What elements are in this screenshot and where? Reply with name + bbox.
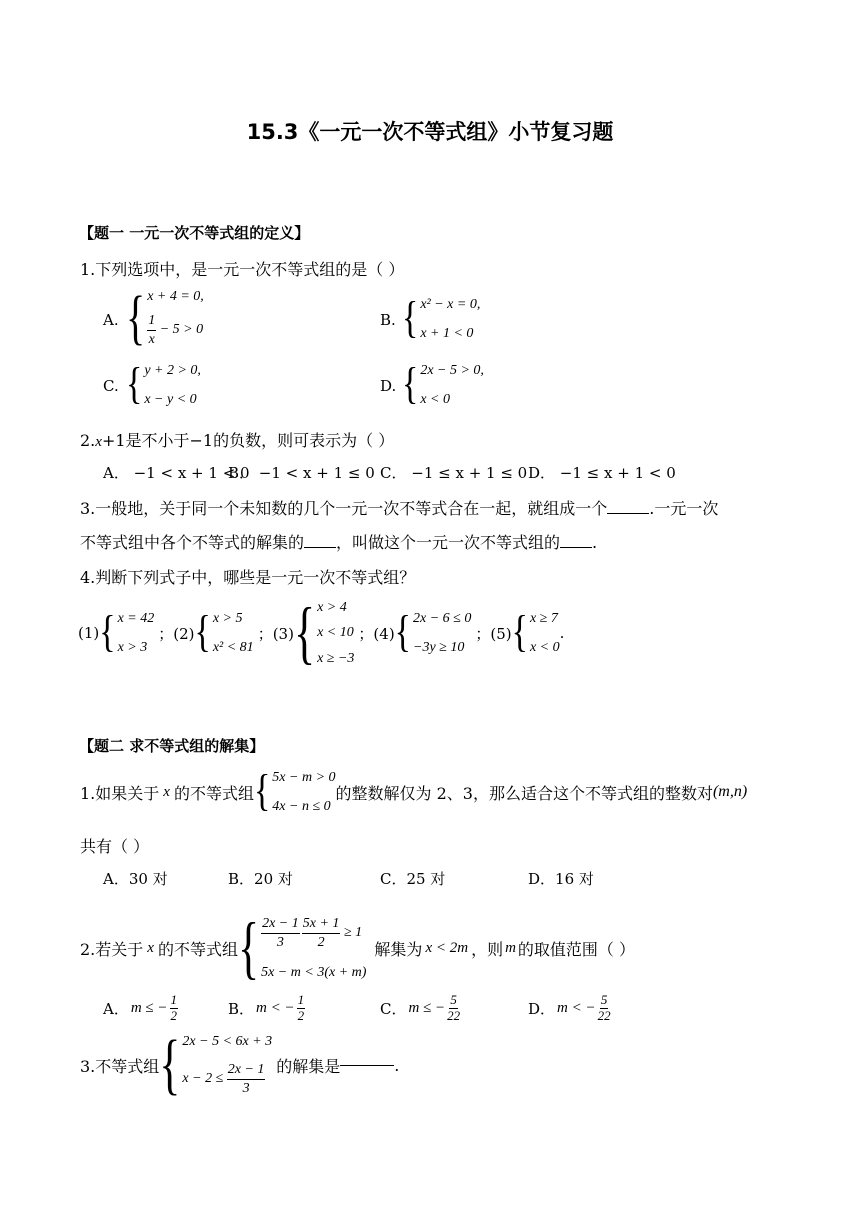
fraction <box>170 993 179 1023</box>
fraction-numerator: 1 <box>147 312 156 331</box>
question-2-1-stem <box>80 767 747 817</box>
system-line: x + 1 < 0 <box>420 325 474 341</box>
fraction <box>302 915 341 951</box>
fraction-denominator: 2 <box>170 1007 178 1023</box>
brace-icon: { <box>402 360 419 409</box>
brace-icon: { <box>99 608 116 657</box>
question-2-1-line2: 共有（ ） <box>80 837 150 856</box>
system-4 <box>395 610 472 656</box>
question-text: 的整数解仅为 2、3，那么适合这个不等式组的整数对 <box>335 783 713 803</box>
system-label: ；(4) <box>358 624 395 643</box>
question-text: 的解集是 <box>276 1056 341 1076</box>
system-line: x = 42 <box>117 611 155 626</box>
question-1-4-systems <box>78 593 565 672</box>
question-2-3-stem <box>80 1026 400 1103</box>
brace-icon: { <box>237 908 260 987</box>
brace-icon: { <box>126 360 143 409</box>
option-a <box>103 988 178 1028</box>
fraction <box>147 312 156 348</box>
math-expr: m < − <box>256 999 295 1016</box>
math-var: m <box>505 939 516 956</box>
brace-icon: { <box>511 608 528 657</box>
question-1-1-stem: 1.下列选项中，是一元一次不等式组的是（ ） <box>80 260 405 279</box>
question-text: 不等式组中各个不等式的解集的 <box>80 533 305 552</box>
option-label: B． <box>228 999 255 1018</box>
fraction <box>261 915 300 951</box>
question-text: . <box>592 533 598 552</box>
question-text: 的取值范围（ ） <box>517 939 636 959</box>
punctuation: . <box>394 1055 400 1075</box>
option-d: D．16 对 <box>528 870 594 888</box>
math-var: x <box>163 783 170 800</box>
system-line <box>147 312 204 348</box>
system-line: 4x − n ≤ 0 <box>272 798 331 814</box>
option-label: D． <box>528 999 556 1018</box>
option-a: A． −1 < x + 1 < 0 <box>103 464 250 482</box>
fraction <box>598 993 611 1023</box>
system-5 <box>512 610 560 656</box>
system-line <box>261 915 366 951</box>
system-line-rest: − 5 > 0 <box>159 322 204 338</box>
section-heading-1: 【题一 一元一次不等式组的定义】 <box>79 224 310 242</box>
question-text: ，叫做这个一元一次不等式组的 <box>336 533 561 552</box>
inequality-system <box>254 769 336 815</box>
system-line: x + 4 = 0, <box>147 289 204 304</box>
system-line: x > 4 <box>317 600 347 615</box>
question-1-3-line2 <box>80 530 597 553</box>
fraction <box>227 1061 266 1097</box>
system-line-pre: x − 2 ≤ <box>182 1071 224 1087</box>
question-text: .一元一次 <box>649 499 719 518</box>
fraction-denominator: 22 <box>597 1007 611 1023</box>
question-2-2-stem <box>80 908 636 987</box>
question-text: ，则 <box>471 939 504 959</box>
system-label: ；(3) <box>257 624 294 643</box>
system-line: −3y ≥ 10 <box>413 639 465 655</box>
brace-icon: { <box>126 283 146 351</box>
question-1-3-line1 <box>80 496 718 519</box>
answer-blank[interactable] <box>304 547 336 548</box>
answer-blank[interactable] <box>340 1065 394 1066</box>
system-line: 5x − m > 0 <box>272 770 336 785</box>
fraction-denominator: 3 <box>276 934 284 950</box>
system-1 <box>99 610 154 656</box>
system-line: x < 0 <box>529 639 560 655</box>
system-line: x < 10 <box>317 625 354 641</box>
system-label: ；(5) <box>475 624 512 643</box>
fraction-numerator: 2x − 1 <box>227 1061 266 1080</box>
math-expr: (m,n) <box>712 783 748 800</box>
fraction-denominator: 3 <box>242 1080 250 1096</box>
option-b: B． −1 < x + 1 ≤ 0 <box>228 464 375 482</box>
math-expr: m ≤ − <box>408 999 446 1016</box>
system-line-rest: ≥ 1 <box>343 925 363 941</box>
question-text: 的不等式组 <box>157 939 238 959</box>
fraction <box>447 993 460 1023</box>
system-line: x ≥ −3 <box>317 650 355 666</box>
question-1-2-stem <box>80 428 394 451</box>
option-a-system <box>126 283 204 351</box>
answer-blank[interactable] <box>560 547 592 548</box>
question-text: 2.若关于 <box>80 939 144 959</box>
system-line: 2x − 6 ≤ 0 <box>413 611 472 626</box>
system-line: x < 0 <box>420 391 450 407</box>
option-label: A． <box>103 999 129 1018</box>
question-number: 2. <box>80 431 96 450</box>
system-line: x − y < 0 <box>144 391 197 407</box>
answer-blank[interactable] <box>607 513 649 514</box>
fraction-denominator: x <box>148 331 155 347</box>
brace-icon: { <box>159 1026 181 1103</box>
question-text: 1.如果关于 <box>80 783 160 803</box>
option-d: D． −1 ≤ x + 1 < 0 <box>528 464 676 482</box>
fraction-denominator: 2 <box>317 934 325 950</box>
fraction-numerator: 5x + 1 <box>302 915 341 934</box>
brace-icon: { <box>394 608 411 657</box>
system-line <box>182 1061 272 1097</box>
question-text: +1是不小于−1的负数，则可表示为（ ） <box>101 431 395 450</box>
fraction-numerator: 1 <box>170 992 178 1008</box>
option-b <box>228 988 305 1028</box>
option-a-label: A. <box>103 311 119 329</box>
option-c <box>380 988 460 1028</box>
brace-icon: { <box>253 767 271 816</box>
math-expr: x < 2m <box>425 939 469 956</box>
brace-icon: { <box>194 608 211 657</box>
option-b-label: B. <box>380 311 396 329</box>
section-heading-2: 【题二 求不等式组的解集】 <box>79 737 265 755</box>
system-3 <box>293 593 355 672</box>
option-c: C． −1 ≤ x + 1 ≤ 0 <box>380 464 528 482</box>
system-line: 2x − 5 > 0, <box>420 363 484 378</box>
question-text: 解集为 <box>374 939 423 959</box>
option-c-label: C. <box>103 377 119 395</box>
system-line: x² < 81 <box>212 639 254 655</box>
system-label: ；(2) <box>158 624 195 643</box>
math-expr: m ≤ − <box>130 999 168 1016</box>
system-line: y + 2 > 0, <box>144 363 201 378</box>
fraction-denominator: 22 <box>447 1007 461 1023</box>
system-line: 2x − 5 < 6x + 3 <box>182 1034 273 1049</box>
system-line: 5x − m < 3(x + m) <box>261 964 367 980</box>
math-var: x <box>147 939 154 956</box>
punctuation: . <box>559 624 565 642</box>
option-d-label: D. <box>380 377 397 395</box>
inequality-system <box>159 1026 273 1103</box>
page-title: 15.3《一元一次不等式组》小节复习题 <box>246 120 614 144</box>
question-1-4-stem: 4.判断下列式子中，哪些是一元一次不等式组？ <box>80 568 416 587</box>
option-c: C．25 对 <box>380 870 446 888</box>
fraction-numerator: 5 <box>600 992 608 1008</box>
system-line: x ≥ 7 <box>529 611 558 626</box>
system-label: (1) <box>78 624 100 642</box>
system-line: x² − x = 0, <box>420 297 481 312</box>
question-text: 的不等式组 <box>173 783 254 803</box>
option-c-system <box>126 362 201 408</box>
fraction-numerator: 1 <box>297 992 305 1008</box>
option-d-system <box>402 362 484 408</box>
question-text: 3.不等式组 <box>80 1056 160 1076</box>
option-b: B．20 对 <box>228 870 293 888</box>
math-expr: m < − <box>557 999 596 1016</box>
fraction-numerator: 5 <box>450 992 457 1008</box>
option-label: C． <box>380 999 407 1018</box>
system-line: x > 3 <box>117 639 148 655</box>
option-d <box>528 988 611 1028</box>
fraction <box>297 993 306 1023</box>
fraction-numerator: 2x − 1 <box>261 915 300 934</box>
system-line: x > 5 <box>212 611 243 626</box>
option-a: A．30 对 <box>103 870 168 888</box>
question-text: 3.一般地，关于同一个未知数的几个一元一次不等式合在一起，就组成一个 <box>80 499 608 518</box>
option-b-system <box>402 296 480 342</box>
fraction-denominator: 2 <box>297 1007 305 1023</box>
math-var: x <box>95 434 102 450</box>
brace-icon: { <box>402 294 419 343</box>
system-2 <box>195 610 254 656</box>
brace-icon: { <box>293 593 316 672</box>
inequality-system <box>237 908 367 987</box>
